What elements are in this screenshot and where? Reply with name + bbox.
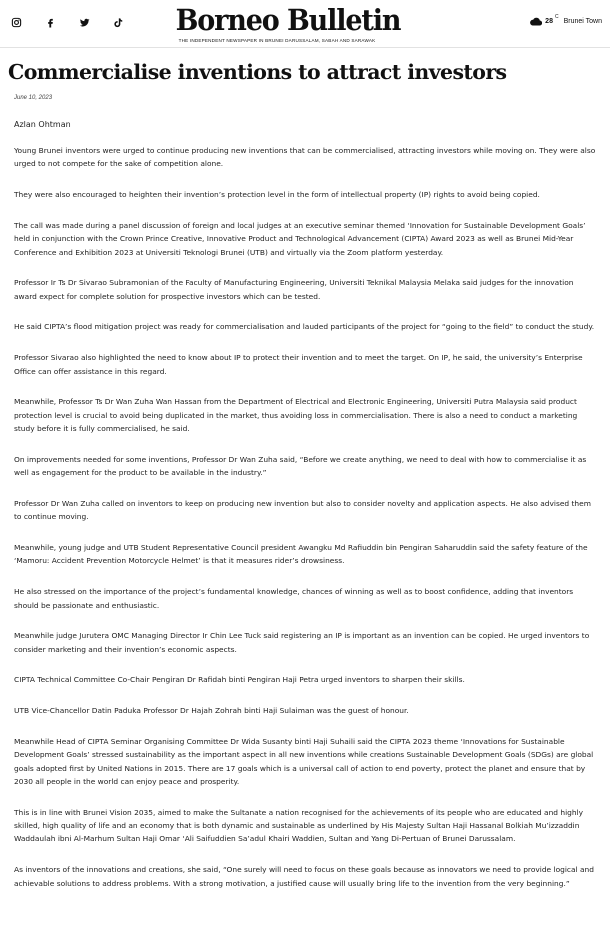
social-links [8,14,144,30]
facebook-icon[interactable] [42,14,58,30]
header-divider [0,47,610,48]
article-paragraph: He also stressed on the importance of the project’s fundamental knowledge, chances of winning as well as to boost confidence, adding that inventors should be passionate and enthusiastic. [14,587,574,610]
article-paragraph: They were also encouraged to heighten their invention’s protection level in the form of intellectual property (IP) rights to avoid being copied. [14,190,540,200]
article-paragraph: He said CIPTA’s flood mitigation project was ready for commercialisation and lauded participants of the project for “going to the field” to conduct the study. [14,322,595,332]
twitter-icon[interactable] [76,14,92,30]
logo-tagline: THE INDEPENDENT NEWSPAPER IN BRUNEI DARUSSALAM, SABAH AND SARAWAK [178,38,376,43]
weather-city: Brunei Town [563,17,602,25]
article-paragraph: Young Brunei inventors were urged to continue producing new inventions that can be commercialised, attracting investors while moving on. They were also urged to not compete for the sake of competition alone. [14,146,596,169]
article-paragraph: Meanwhile judge Jurutera OMC Managing Director Ir Chin Lee Tuck said registering an IP is important as an invention can be copied. He urged inventors to consider marketing and their invention’s economic aspects. [14,631,590,654]
site-header [0,0,610,48]
logo-wordmark: Borneo Bulletin [175,3,401,37]
article-paragraph: Professor Ir Ts Dr Sivarao Subramonian of the Faculty of Manufacturing Engineering, Universiti Teknikal Malaysia Melaka said judges for the innovation award expect for complete solution for prospective investors which can be tested. [14,278,574,301]
article-date: June 10, 2023 [14,95,53,101]
article-paragraph: CIPTA Technical Committee Co-Chair Pengiran Dr Rafidah binti Pengiran Haji Petra urged inventors to sharpen their skills. [14,675,465,685]
article-paragraph: UTB Vice-Chancellor Datin Paduka Professor Dr Hajah Zohrah binti Haji Sulaiman was the guest of honour. [14,706,409,716]
article-author: Azlan Ohtman [14,120,71,129]
cloud-icon [529,17,542,26]
article-paragraph: Meanwhile Head of CIPTA Seminar Organising Committee Dr Wida Susanty binti Haji Suhaili said the CIPTA 2023 theme ‘Innovations for Sustainable Development Goals’ stressed sustainability as the important aspect in all new inventions while creations Sustainable Development Goals (SDGs) are global goals adopted first by United Nations in 2015. There are 17 goals which is a universal call of action to end poverty, protect the planet and ensure that by 2030 all people in the world can enjoy peace and prosperity. [14,736,594,786]
article-body [14,144,598,907]
instagram-icon[interactable] [8,14,24,30]
weather-unit: C [554,14,559,20]
article-title: Commercialise inventions to attract investors [8,60,507,84]
article-paragraph: Meanwhile, Professor Ts Dr Wan Zuha Wan Hassan from the Department of Electrical and Electronic Engineering, Universiti Putra Malaysia said product protection level is crucial to avoid being duplicated in the market, thus avoiding loss in commercialisation. There is also a need to conduct a marketing study before it is fully commercialised, he said. [14,397,578,434]
article-paragraph: This is in line with Brunei Vision 2035, aimed to make the Sultanate a nation recognised for the achievements of its people who are educated and highly skilled, high quality of life and an economy that is both dynamic and sustainable as underlined by His Majesty Sultan Haji Hassanal Bolkiah Mu’izzaddin Waddaulah ibni Al-Marhum Sultan Haji Omar ‘Ali Saifuddien Sa’adul Khairi Waddien, Sultan and Yang Di-Pertuan of Brunei Darussalam. [14,807,584,844]
tiktok-icon[interactable] [110,14,126,30]
article-paragraph: The call was made during a panel discussion of foreign and local judges at an executive seminar themed ‘Innovation for Sustainable Development Goals’ held in conjunction with the Crown Prince Creative, Innovative Product and Technological Advancement (CIPTA) Award 2023 as well as Brunei Mid-Year Conference and Exhibition 2023 at Universiti Teknologi Brunei (UTB) and virtually via the Zoom platform yesterday. [14,220,586,257]
article-paragraph: On improvements needed for some inventions, Professor Dr Wan Zuha said, “Before we create anything, we need to deal with how to commercialise it as well as engagement for the product to be available in the industry.” [14,454,587,478]
site-logo[interactable] [168,3,401,43]
article-paragraph: As inventors of the innovations and creations, she said, “One surely will need to focus on these goals because as innovators we need to provide logical and achievable solutions to address problems. With a strong motivation, a justified cause will usually bring life to the invention from the very beginning.” [14,865,594,888]
article-paragraph: Professor Sivarao also highlighted the need to know about IP to protect their invention and to meet the target. On IP, he said, the university’s Enterprise Office can offer assistance in this regard. [14,353,583,376]
article-paragraph: Meanwhile, young judge and UTB Student Representative Council president Awangku Md Rafiuddin bin Pengiran Saharuddin said the safety feature of the ‘Mamoru: Accident Prevention Motorcycle Helmet’ is that it measures rider’s drowsiness. [14,542,588,566]
weather-widget [529,14,602,28]
article-paragraph: Professor Dr Wan Zuha called on inventors to keep on producing new invention but also to consider novelty and application aspects. He also advised them to continue moving. [14,498,591,522]
weather-temperature: 28 [545,17,553,25]
